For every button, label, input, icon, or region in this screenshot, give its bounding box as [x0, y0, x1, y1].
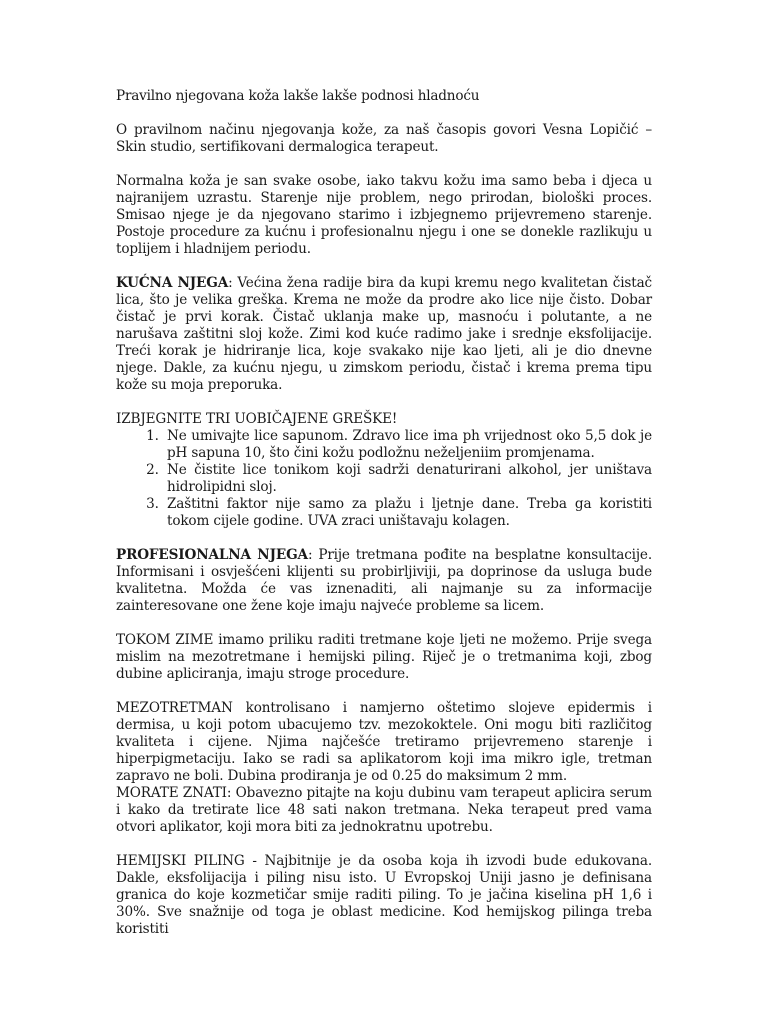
list-item: 1. Ne umivajte lice sapunom. Zdravo lice ima ph vrijednost oko 5,5 dok je pH sapuna 10, što čini kožu podložnu neželjeniim promjenama.: [163, 428, 652, 462]
winter-paragraph: TOKOM ZIME imamo priliku raditi tretmane koje ljeti ne možemo. Prije svega mislim na mezotretmane i hemijski piling. Riječ je o tretmanima koji, zbog dubine apliciranja, imaju stroge procedure.: [116, 632, 652, 682]
list-item: 2. Ne čistite lice tonikom koji sadrži denaturirani alkohol, jer uništava hidrolipidni sloj.: [163, 462, 652, 496]
mistakes-list: [116, 428, 652, 530]
intro-paragraph: O pravilnom načinu njegovanja kože, za naš časopis govori Vesna Lopičić – Skin studio, sertifikovani dermalogica terapeut.: [116, 122, 652, 155]
home-care-paragraph: [116, 275, 652, 394]
professional-care-paragraph: [116, 547, 652, 615]
chemical-peel-paragraph: HEMIJSKI PILING - Najbitnije je da osoba koja ih izvodi bude edukovana. Dakle, eksfolijacija i piling nisu isto. U Evropskoj Uniji jasno je definisana granica do koje kozmetičar smije raditi piling. To je jačina kiselina pH 1,6 i 30%. Sve snažnije od toga je oblast medicine. Kod hemijskog pilinga treba koristiti: [116, 853, 652, 937]
normal-skin-paragraph: Normalna koža je san svake osobe, iako takvu kožu ima samo beba i djeca u najranijem uzrastu. Starenje nije problem, nego prirodan, biološki proces. Smisao njege je da njegovano starimo i izbjegnemo prijevremeno starenje. Postoje procedure za kućnu i profesionalnu njegu i one se donekle razlikuju u toplijem i hladnijem periodu.: [116, 173, 652, 257]
article-title: Pravilno njegovana koža lakše lakše podnosi hladnoću: [116, 88, 480, 104]
home-care-heading: KUĆNA NJEGA: [116, 275, 229, 291]
document-page: [116, 88, 652, 955]
mesotherapy-paragraph: MEZOTRETMAN kontrolisano i namjerno oštetimo slojeve epidermis i dermisa, u koji potom ubacujemo tzv. mezokoktele. Oni mogu biti različitog kvaliteta i cijene. Njima najčešće tretiramo prijevremeno starenje i hiperpigmetaciju. Iako se radi sa aplikatorom koji ima mikro igle, tretman zapravo ne boli. Dubina prodiranja je od 0.25 do maksimum 2 mm.: [116, 700, 652, 784]
professional-care-text: : Prije tretmana pođite na besplatne konsultacije. Informisani i osvješćeni klijenti su probirljiviji, pa doprinose da usluga bude kvalitetna. Možda će vas iznenaditi, ali najmanje su za informacije zainteresovane one žene koje imaju najveće probleme sa licem.: [116, 547, 652, 614]
must-know-paragraph: MORATE ZNATI: Obavezno pitajte na koju dubinu vam terapeut aplicira serum i kako da tretirate lice 48 sati nakon tretmana. Neka terapeut pred vama otvori aplikator, koji mora biti za jednokratnu upotrebu.: [116, 785, 652, 835]
professional-care-heading: PROFESIONALNA NJEGA: [116, 547, 308, 563]
home-care-text: : Većina žena radije bira da kupi kremu nego kvalitetan čistač lica, što je velika greška. Krema ne može da prodre ako lice nije čisto. Dobar čistač je prvi korak. Čistač uklanja make up, masnoću i polutante, a ne narušava zaštitni sloj kože. Zimi kod kuće radimo jake i srednje eksfolijacije. Treći korak je hidriranje lica, koje svakako nije kao ljeti, ali je dio dnevne njege. Dakle, za kućnu njegu, u zimskom periodu, čistač i krema prema tipu kože su moja preporuka.: [116, 275, 652, 393]
list-item: 3. Zaštitni faktor nije samo za plažu i ljetnje dane. Treba ga koristiti tokom cijele godine. UVA zraci uništavaju kolagen.: [163, 496, 652, 530]
mistakes-heading: IZBJEGNITE TRI UOBIČAJENE GREŠKE!: [116, 411, 398, 427]
